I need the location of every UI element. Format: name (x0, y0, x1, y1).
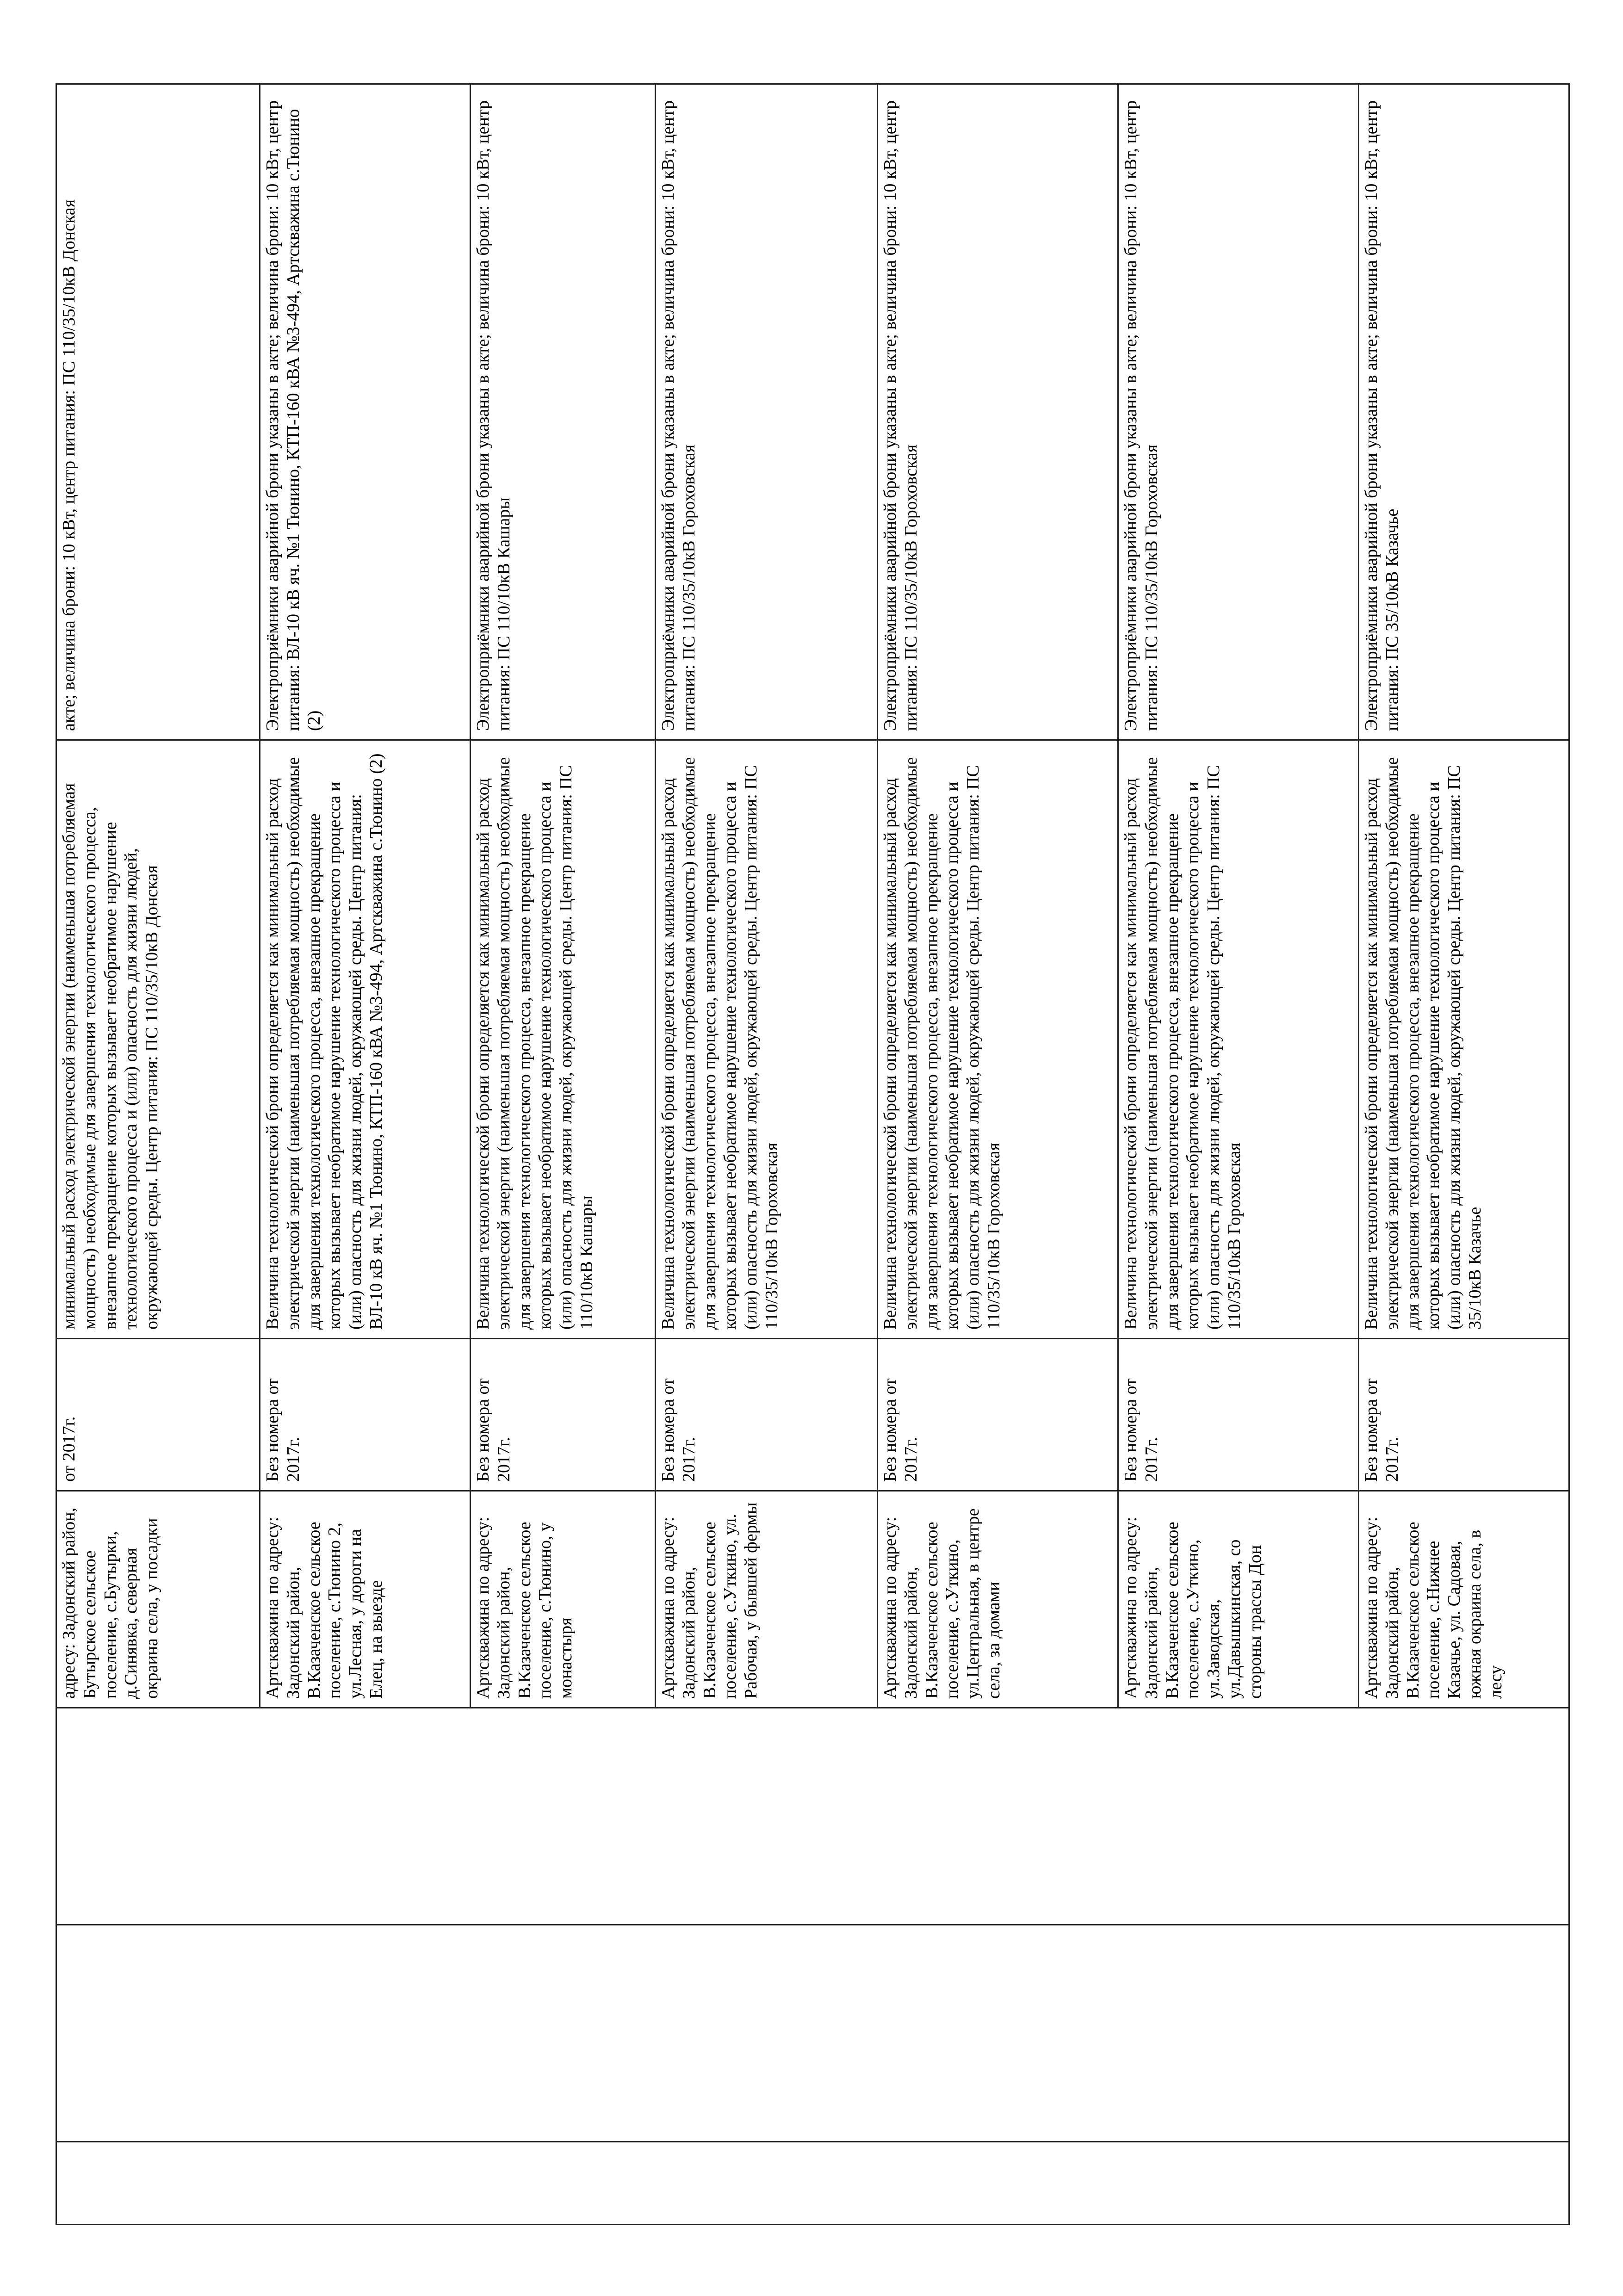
object-cell: Артскважина по адресу: Задонский район, В.Казаченское сельское поселение, с.Уткино, ул.Центральная, в центре села, за домами (878, 1491, 1118, 1708)
object-cell: Артскважина по адресу: Задонский район, В.Казаченское сельское поселение, с.Уткино, ул.Заводская, ул.Давышкинская, со стороны трассы Дон (1118, 1491, 1359, 1708)
rotated-table-container (56, 83, 1568, 2225)
emergency-reserve-cell: Электроприёмники аварийной брони указаны в акте; величина брони: 10 кВт, центр питания: ПС 35/10кВ Казачье (1359, 84, 1569, 740)
tech-reserve-cell: Величина технологической брони определяется как минимальный расход электрической энергии (наименьшая потребляемая мощность) необходимые для завершения технологического процесса, внезапное прекращение которых вызывает необратимое нарушение технологического процесса и (или) опасность для жизни людей, окружающей среды. Центр питания: ПС 35/10кВ Казачье (1359, 740, 1569, 1339)
emergency-reserve-cell: Электроприёмники аварийной брони указаны в акте; величина брони: 10 кВт, центр питания: ПС 110/35/10кВ Гороховская (656, 84, 878, 740)
emergency-reserve-cell: Электроприёмники аварийной брони указаны в акте; величина брони: 10 кВт, центр питания: ПС 110/35/10кВ Гороховская (878, 84, 1118, 740)
object-cell: Артскважина по адресу: Задонский район, В.Казаченское сельское поселение, с.Тюнино 2, ул.Лесная, у дороги на Елец, на выезде (260, 1491, 471, 1708)
document-cell: Без номера от 2017г. (471, 1339, 656, 1491)
document-cell: Без номера от 2017г. (656, 1339, 878, 1491)
document-cell: от 2017г. (56, 1339, 260, 1491)
reserve-table (56, 83, 1570, 2225)
object-cell: Артскважина по адресу: Задонский район, В.Казаченское сельское поселение, с.Нижнее Казачье, ул. Садовая, южная окраина села, в лесу (1359, 1491, 1569, 1708)
document-cell: Без номера от 2017г. (260, 1339, 471, 1491)
tech-reserve-cell: Величина технологической брони определяется как минимальный расход электрической энергии (наименьшая потребляемая мощность) необходимые для завершения технологического процесса, внезапное прекращение которых вызывает необратимое нарушение технологического процесса и (или) опасность для жизни людей, окружающей среды. Центр питания: ПС 110/35/10кВ Гороховская (1118, 740, 1359, 1339)
document-cell: Без номера от 2017г. (1359, 1339, 1569, 1491)
tech-reserve-cell: Величина технологической брони определяется как минимальный расход электрической энергии (наименьшая потребляемая мощность) необходимые для завершения технологического процесса, внезапное прекращение которых вызывает необратимое нарушение технологического процесса и (или) опасность для жизни людей, окружающей среды. Центр питания: ВЛ-10 кВ яч. №1 Тюнино, КТП-160 кВА №3-494, Артскважина с.Тюнино (2) (260, 740, 471, 1339)
document-cell: Без номера от 2017г. (1118, 1339, 1359, 1491)
tech-reserve-cell: Величина технологической брони определяется как минимальный расход электрической энергии (наименьшая потребляемая мощность) необходимые для завершения технологического процесса, внезапное прекращение которых вызывает необратимое нарушение технологического процесса и (или) опасность для жизни людей, окружающей среды. Центр питания: ПС 110/35/10кВ Гороховская (656, 740, 878, 1339)
document-cell: Без номера от 2017г. (878, 1339, 1118, 1491)
empty-cell (56, 1708, 1569, 1925)
tech-reserve-cell: Величина технологической брони определяется как минимальный расход электрической энергии (наименьшая потребляемая мощность) необходимые для завершения технологического процесса, внезапное прекращение которых вызывает необратимое нарушение технологического процесса и (или) опасность для жизни людей, окружающей среды. Центр питания: ПС 110/35/10кВ Гороховская (878, 740, 1118, 1339)
tech-reserve-cell: минимальный расход электрической энергии (наименьшая потребляемая мощность) необходимые для завершения технологического процесса, внезапное прекращение которых вызывает необратимое нарушение технологического процесса и (или) опасность для жизни людей, окружающей среды. Центр питания: ПС 110/35/10кВ Донская (56, 740, 260, 1339)
table-row (56, 84, 260, 2225)
empty-cell (56, 1925, 1569, 2142)
object-cell: Артскважина по адресу: Задонский район, В.Казаченское сельское поселение, с.Тюнино, у монастыря (471, 1491, 656, 1708)
emergency-reserve-cell: Электроприёмники аварийной брони указаны в акте; величина брони: 10 кВт, центр питания: ПС 110/10кВ Кашары (471, 84, 656, 740)
emergency-reserve-cell: Электроприёмники аварийной брони указаны в акте; величина брони: 10 кВт, центр питания: ВЛ-10 кВ яч. №1 Тюнино, КТП-160 кВА №3-494, Артскважина с.Тюнино (2) (260, 84, 471, 740)
emergency-reserve-cell: акте; величина брони: 10 кВт, центр питания: ПС 110/35/10кВ Донская (56, 84, 260, 740)
empty-cell (56, 2142, 1569, 2225)
emergency-reserve-cell: Электроприёмники аварийной брони указаны в акте; величина брони: 10 кВт, центр питания: ПС 110/35/10кВ Гороховская (1118, 84, 1359, 740)
object-cell: Артскважина по адресу: Задонский район, В.Казаченское сельское поселение, с.Уткино, ул. Рабочая, у бывшей фермы (656, 1491, 878, 1708)
object-cell: адресу: Задонский район, Бутырское сельское поселение, с.Бутырки, д.Синявка, северная окраина села, у посадки (56, 1491, 260, 1708)
tech-reserve-cell: Величина технологической брони определяется как минимальный расход электрической энергии (наименьшая потребляемая мощность) необходимые для завершения технологического процесса, внезапное прекращение которых вызывает необратимое нарушение технологического процесса и (или) опасность для жизни людей, окружающей среды. Центр питания: ПС 110/10кВ Кашары (471, 740, 656, 1339)
